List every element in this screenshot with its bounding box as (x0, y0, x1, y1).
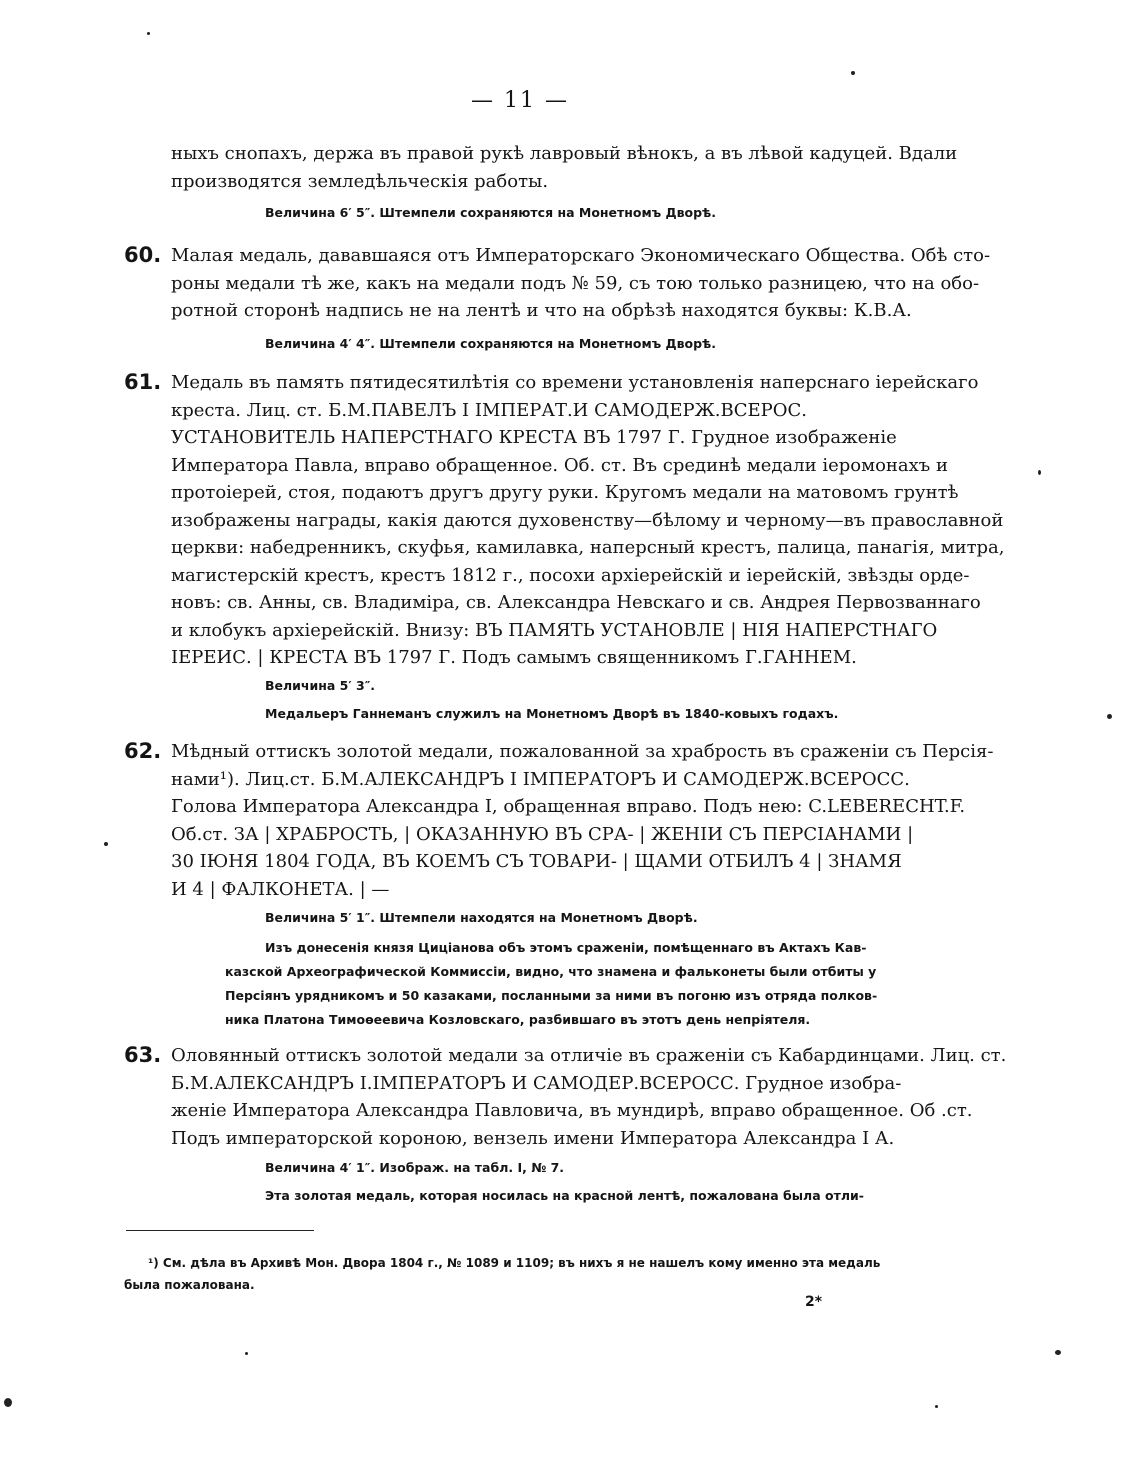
entry-line: и клобукъ архiерейскiй. Внизу: ВЪ ПАМЯТЬ УСТАНОВЛЕ | НIЯ НАПЕРСТНАГО (171, 619, 938, 641)
page-number: — 11 — (471, 88, 569, 113)
entry-line: Мѣдный оттискъ золотой медали, пожалованной за храбрость въ сраженiи съ Персiя- (171, 741, 994, 762)
entry-body (171, 369, 1005, 672)
entry-body (171, 242, 991, 325)
entry-62-notes: Величина 5′ 1″. Штемпели находятся на Монетномъ Дворѣ. Изъ донесенiя князя Цицiанова объ этомъ сраженiи, помѣщеннаго въ Актахъ Кав- казской Археографической Коммиссiи, видно, что знамена и фальконеты были отбиты у Персiянъ урядникомъ и 50 казаками, посланными за ними въ погоню изъ отряда полков- ника Платона Тимоѳеевича Козловскаго, разбившаго въ этотъ день непрiятеля. (225, 910, 878, 1027)
signature-mark: 2* (805, 1294, 823, 1310)
entry-line: УСТАНОВИТЕЛЬ НАПЕРСТНАГО КРЕСТА ВЪ 1797 Г. Грудное изображенiе (171, 427, 897, 448)
footnote-rule (126, 1230, 314, 1231)
entry-line: Б.М.АЛЕКСАНДРЪ I.IМПЕРАТОРЪ И САМОДЕР.ВСЕРОСС. Грудное изобра- (171, 1072, 902, 1094)
entry-line: роны медали тѣ же, какъ на медали подъ № 59, съ тою только разницею, что на обо- (171, 272, 980, 294)
entry-line: новъ: св. Анны, св. Владимiра, св. Александра Невскаго и св. Андрея Первозваннаго (171, 592, 981, 613)
entry-line: Медаль въ память пятидесятилѣтія со времени установленія наперснаго iерейскаго (171, 372, 979, 393)
entry-line: 30 IЮНЯ 1804 ГОДА, ВЪ КОЕМЪ СЪ ТОВАРИ- | ЩАМИ ОТБИЛЪ 4 | ЗНАМЯ (171, 851, 902, 872)
entry-63-notes: Величина 4′ 1″. Изображ. на табл. I, № 7. Эта золотая медаль, которая носилась на красной лентѣ, пожалована была отли- (265, 1160, 864, 1203)
scan-speck (4, 1398, 12, 1407)
entry-line: Малая медаль, дававшаяся отъ Императорскаго Экономическаго Общества. Обѣ сто- (171, 245, 991, 266)
scan-speck (245, 1352, 248, 1355)
entry-line: церкви: набедренникъ, скуфья, камилавка, наперсный крестъ, палица, панагiя, митра, (171, 537, 1005, 558)
scan-speck (851, 71, 855, 75)
entry-line: креста. Лиц. ст. Б.М.ПАВЕЛЪ I IМПЕРАТ.И САМОДЕРЖ.ВСЕРОС. (171, 399, 808, 421)
intro-paragraph (171, 140, 958, 195)
scan-speck (147, 32, 150, 35)
scan-speck (1055, 1350, 1061, 1355)
entry-line: ротной сторонѣ надпись не на лентѣ и что на обрѣзѣ находятся буквы: К.В.А. (171, 300, 912, 321)
intro-line: производятся земледѣльческія работы. (171, 170, 549, 192)
entry-line: Об.ст. ЗА | ХРАБРОСТЬ, | ОКАЗАННУЮ ВЪ СРА- | ЖЕНIИ СЪ ПЕРСIАНАМИ | (171, 823, 914, 845)
entry-number: 63. (124, 1043, 162, 1067)
scan-speck (1038, 470, 1041, 475)
entry-line: IЕРЕИС. | КРЕСТА ВЪ 1797 Г. Подъ самымъ священникомъ Г.ГАННЕМ. (171, 647, 857, 668)
entry-61-notes: Величина 5′ 3″. Медальеръ Ганнеманъ служилъ на Монетномъ Дворѣ въ 1840-ковыхъ годахъ. (265, 678, 839, 721)
entry-line: протоiерей, стоя, подаютъ другъ другу руки. Кругомъ медали на матовомъ грунтѣ (171, 482, 959, 503)
entry-body (171, 1042, 1007, 1152)
intro-line: ныхъ снопахъ, держа въ правой рукѣ лавровый вѣнокъ, а въ лѣвой кадуцей. Вдали (171, 143, 958, 164)
entry-number: 62. (124, 739, 162, 763)
entry-line: Оловянный оттискъ золотой медали за отличiе въ сраженiи съ Кабардинцами. Лиц. ст. (171, 1045, 1007, 1066)
entry-60-size-note: Величина 4′ 4″. Штемпели сохраняются на Монетномъ Дворѣ. (265, 336, 716, 351)
entry-number: 60. (124, 243, 162, 267)
entry-body (171, 738, 994, 903)
intro-size-note: Величина 6′ 5″. Штемпели сохраняются на Монетномъ Дворѣ. (265, 205, 716, 220)
entry-line: Императора Павла, вправо обращенное. Об. ст. Въ срединѣ медали iеромонахъ и (171, 454, 948, 476)
entry-line: Голова Императора Александра I, обращенная вправо. Подъ нею: C.LEBERECHT.F. (171, 796, 966, 817)
footnote: ¹) См. дѣла въ Архивѣ Мон. Двора 1804 г., № 1089 и 1109; въ нихъ я не нашелъ кому именно эта медаль была пожалована. (124, 1256, 881, 1292)
entry-line: И 4 | ФАЛКОНЕТА. | — (171, 878, 390, 900)
entry-line: магистерскiй крестъ, крестъ 1812 г., посохи архiерейскiй и iерейскiй, звѣзды орде- (171, 564, 970, 586)
scan-speck (935, 1405, 938, 1408)
scan-speck (1107, 714, 1112, 719)
entry-line: Подъ императорской короною, вензель имени Императора Александра I А. (171, 1127, 895, 1149)
entry-line: женiе Императора Александра Павловича, въ мундирѣ, вправо обращенное. Об .ст. (171, 1100, 973, 1121)
entry-number: 61. (124, 370, 162, 394)
scan-speck (104, 842, 108, 846)
entry-line: изображены награды, какiя даются духовенству—бѣлому и черному—въ православной (171, 509, 1004, 531)
entry-line: нами¹). Лиц.ст. Б.М.АЛЕКСАНДРЪ I IМПЕРАТОРЪ И САМОДЕРЖ.ВСЕРОСС. (171, 768, 910, 790)
